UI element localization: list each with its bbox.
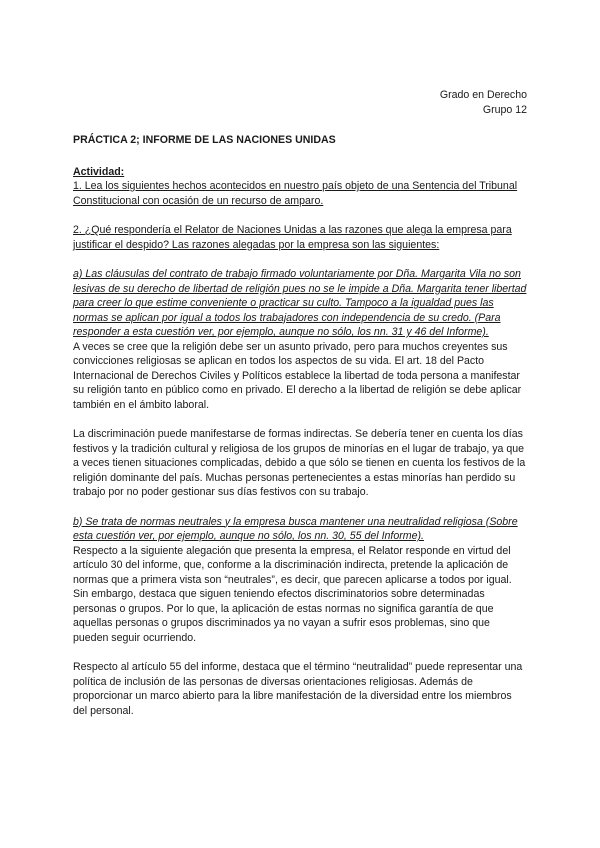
group-label: Grupo 12 bbox=[482, 104, 527, 116]
document-header bbox=[440, 88, 527, 118]
question-b: b) Se trata de normas neutrales y la empresa busca mantener una neutralidad religiosa (Sobre esta cuestión ver, por ejemplo, aunque no sólo, los nn. 30, 55 del Informe). bbox=[73, 515, 518, 542]
activity-block bbox=[73, 165, 528, 209]
answer-a-paragraph-2: La discriminación puede manifestarse de formas indirectas. Se debería tener en cuenta los días festivos y la tradición cultural y religiosa de los grupos de minorías en el lugar de trabajo, ya que a veces tienen situaciones complicadas, debido a que sólo se tienen en cuenta los festivos de la religión dominante del país. Muchas personas pertenecientes a estas minorías han perdido su trabajo por no poder gestionar sus días festivos con su trabajo. bbox=[73, 428, 526, 498]
answer-b-paragraph-2: Respecto al artículo 55 del informe, destaca que el término “neutralidad” puede representar una política de inclusión de las personas de diversas orientaciones religiosas. Además de proporcionar un marco abierto para la libre manifestación de la diversidad entre los miembros del personal. bbox=[73, 661, 523, 717]
answer-b-paragraph-1: Respecto a la siguiente alegación que presenta la empresa, el Relator responde en virtud del artículo 30 del informe, que, conforme a la discriminación indirecta, pretende la aplicación de normas que a primera vista son “neutrales”, es decir, que parecen aplicarse a todos por igual. Sin embargo, destaca que siguen teniendo efectos discriminatorios sobre determinadas personas o grupos. Por lo que, la aplicación de estas normas no significa garantía de que aquellas personas o grupos discriminados ya no vayan a sufrir esos problemas, sino que pueden seguir ocurriendo. bbox=[73, 544, 512, 644]
activity-label: Actividad: bbox=[73, 165, 125, 178]
document-title: PRÁCTICA 2; INFORME DE LAS NACIONES UNIDAS bbox=[73, 134, 336, 146]
degree-label: Grado en Derecho bbox=[439, 89, 527, 101]
question-a: a) Las cláusulas del contrato de trabajo firmado voluntariamente por Dña. Margarita Vila no son lesivas de su derecho de libertad de religión pues no se le impide a Dña. Margarita tener libertad para creer lo que estime conveniente o practicar su culto. Tampoco a la igualdad pues las normas se aplican por igual a todos los trabajadores con independencia de su credo. (Para responder a esta cuestión ver, por ejemplo, aunque no sólo, los nn. 31 y 46 del Informe). bbox=[73, 268, 527, 338]
document-body bbox=[73, 133, 528, 733]
activity-item-1: 1. Lea los siguientes hechos acontecidos en nuestro país objeto de una Sentencia del Tribunal Constitucional con ocasión de un recurso de amparo. bbox=[73, 180, 518, 207]
activity-item-2: 2. ¿Qué respondería el Relator de Naciones Unidas a las razones que alega la empresa para justificar el despido? Las razones alegadas por la empresa son las siguientes: bbox=[73, 224, 512, 251]
answer-a-paragraph-1: A veces se cree que la religión debe ser un asunto privado, pero para muchos creyentes sus convicciones religiosas se aplican en todos los aspectos de su vida. El art. 18 del Pacto Internacional de Derechos Civiles y Políticos establece la libertad de toda persona a manifestar su religión tanto en público como en privado. El derecho a la libertad de religión se debe aplicar también en el ámbito laboral. bbox=[73, 340, 522, 411]
